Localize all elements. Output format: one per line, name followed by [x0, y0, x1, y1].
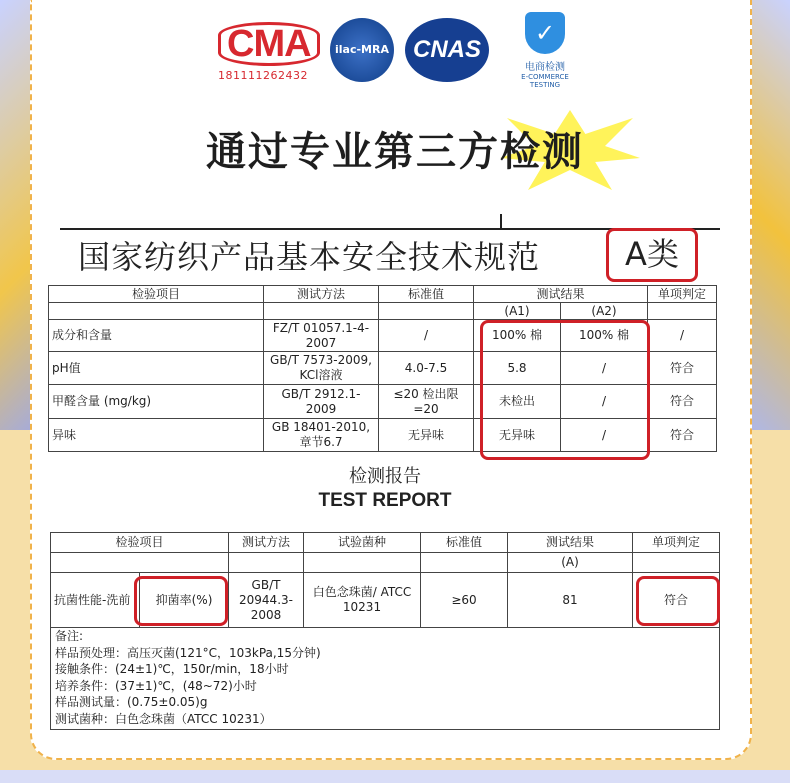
subheader-a: (A) [508, 553, 633, 573]
header-verdict: 单项判定 [633, 533, 720, 553]
header-standard: 标准值 [421, 533, 508, 553]
standard-title: 国家纺织产品基本安全技术规范 [78, 238, 541, 276]
header-standard: 标准值 [379, 286, 474, 303]
certification-logos [0, 0, 790, 100]
table-row: 抗菌性能-洗前 抑菌率(%) GB/T 20944.3-2008 白色念珠菌/ ATCC 10231 ≥60 81 符合 [51, 573, 720, 628]
ilac-mra-logo: ilac-MRA [330, 18, 394, 82]
divider-tick [500, 214, 502, 228]
ecommerce-testing-logo: ✓ 电商检测 E-COMMERCE TESTING [505, 12, 585, 89]
table-row: 异味 GB 18401-2010, 章节6.7 无异味 无异味 / 符合 [49, 419, 717, 452]
table-row: pH值 GB/T 7573-2009, KCl溶液 4.0-7.5 5.8 / 符合 [49, 352, 717, 385]
header-item: 检验项目 [49, 286, 264, 303]
table-row: 成分和含量 FZ/T 01057.1-4-2007 / 100% 棉 100% 棉 / [49, 320, 717, 352]
table-row: 甲醛含量 (mg/kg) GB/T 2912.1-2009 ≤20 检出限=20 未检出 / 符合 [49, 385, 717, 419]
subheader-a2: (A2) [561, 303, 648, 320]
results-highlight [480, 320, 650, 460]
page-headline: 通过专业第三方检测 [206, 129, 584, 175]
header-item: 检验项目 [51, 533, 229, 553]
inhibition-rate-highlight [134, 576, 228, 626]
header-verdict: 单项判定 [648, 286, 717, 303]
cma-logo: CMA 181111262432 [218, 22, 320, 82]
header-result: 测试结果 [474, 286, 648, 303]
verdict-highlight [636, 576, 720, 626]
test-notes: 备注: 样品预处理：高压灭菌(121°C，103kPa,15分钟) 接触条件：(24±1)℃，150r/min，18小时 培养条件：(37±1)℃，(48~72)小时 样品测试量：(0.75±0.05)g 测试菌种：白色念珠菌（ATCC 10231） [50, 626, 720, 730]
header-method: 测试方法 [264, 286, 379, 303]
class-badge: A类 [606, 228, 698, 282]
header-strain: 试验菌种 [304, 533, 421, 553]
header-method: 测试方法 [229, 533, 304, 553]
shield-check-icon: ✓ [525, 12, 565, 54]
subheader-a1: (A1) [474, 303, 561, 320]
header-result: 测试结果 [508, 533, 633, 553]
cnas-logo: CNAS [405, 18, 489, 82]
test-report-title: 检测报告 TEST REPORT [318, 466, 452, 511]
background-bottom [0, 770, 790, 783]
